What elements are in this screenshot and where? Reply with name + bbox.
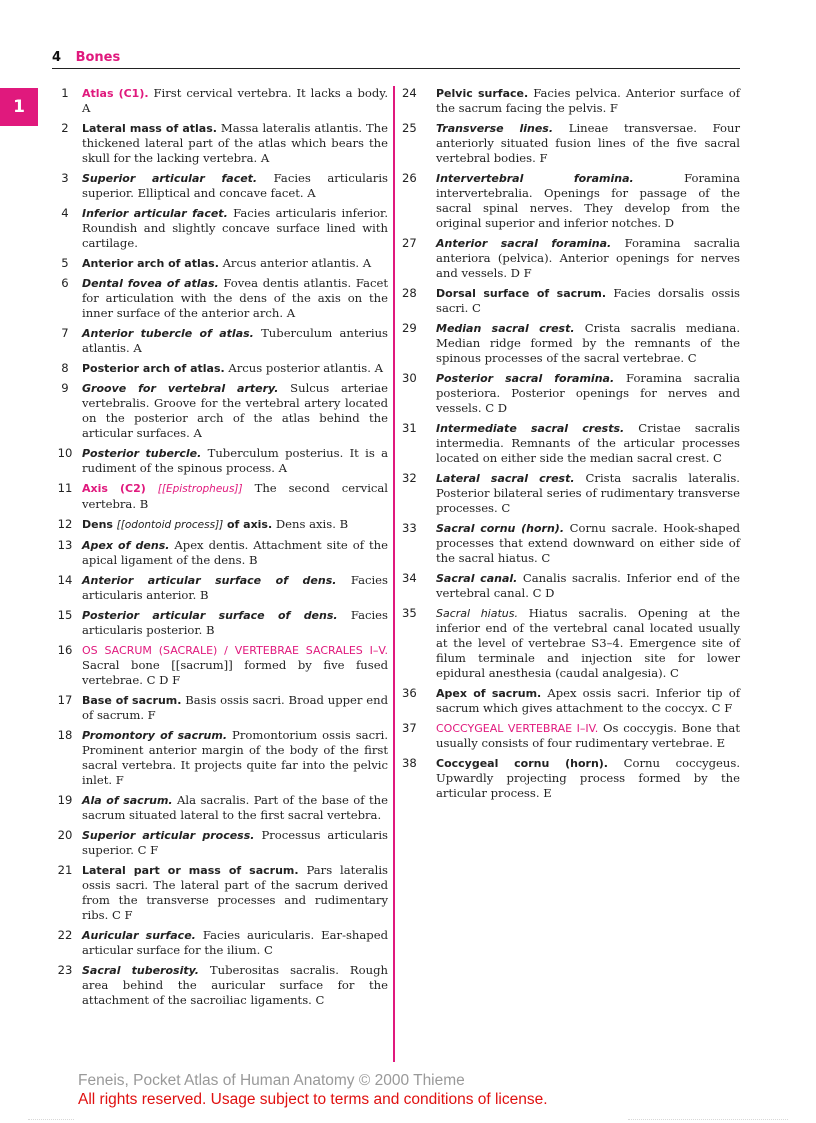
entry-text [436, 686, 740, 716]
entry-text [82, 517, 388, 533]
entry-description: Hiatus sacralis. Opening at the inferior end of the vertebral canal located usually at the level of vertebrae S3–4. Emergence site of filum terminale and injection site for lower epidural anesthesia (caudal analgesia). C [436, 606, 741, 680]
entry-number: 17 [57, 693, 73, 707]
copyright-line: Feneis, Pocket Atlas of Human Anatomy © 2000 Thieme [78, 1072, 465, 1089]
list-item [48, 693, 388, 723]
entry-term: Lateral sacral crest. [436, 472, 575, 485]
entry-term: Posterior articular surface of dens. [82, 609, 338, 622]
entry-number: 22 [57, 928, 73, 942]
entry-term: Intermediate sacral crests. [436, 422, 625, 435]
entry-text [82, 326, 388, 356]
chapter-tab-label: 1 [13, 97, 25, 117]
entry-text [436, 606, 740, 681]
entry-synonym: [[Epistropheus]] [157, 483, 243, 495]
entry-description: Cristae sacralis intermedia. Remnants of the articular processes located on either side the median sacral crest. C [436, 421, 741, 465]
entry-description: Cornu sacrale. Hook-shaped processes that extend downward on either side of the sacral hiatus. C [436, 521, 741, 565]
entry-number: 13 [57, 538, 73, 552]
entry-term: Coccygeal cornu (horn). [436, 757, 608, 770]
entry-term: Superior articular process. [82, 829, 255, 842]
entry-text [436, 421, 740, 466]
entry-number: 11 [57, 481, 73, 495]
entry-number: 3 [61, 171, 69, 185]
list-item [48, 171, 388, 201]
list-item [48, 517, 388, 533]
entry-term: Sacral hiatus. [436, 607, 518, 620]
entry-description: Basis ossis sacri. Broad upper end of sacrum. F [82, 693, 388, 722]
list-item [48, 928, 388, 958]
entry-term: Anterior tubercle of atlas. [82, 327, 254, 340]
entry-description: Cornu coccygeus. Upwardly projecting process formed by the articular process. E [436, 756, 741, 800]
section-title: Bones [75, 50, 121, 65]
entry-description: Facies dorsalis ossis sacri. C [436, 286, 741, 315]
entry-description: Facies articularis anterior. B [82, 573, 388, 602]
entry-description: Ala sacralis. Part of the base of the sacrum situated lateral to the first sacral vertebra. [82, 793, 388, 822]
entry-description: Apex dentis. Attachment site of the apical ligament of the dens. B [82, 538, 388, 567]
entry-text [82, 963, 388, 1008]
list-item [48, 538, 388, 568]
list-item [48, 481, 388, 512]
entry-term: Sacral cornu (horn). [436, 522, 564, 535]
entry-description: Crista sacralis mediana. Median ridge formed by the remnants of the spinous processes of the sacral vertebrae. C [436, 321, 741, 365]
entry-number: 20 [57, 828, 73, 842]
entry-synonym: [[odontoid process]] [116, 519, 224, 531]
entry-description: Fovea dentis atlantis. Facet for articulation with the dens of the axis on the inner surface of the anterior arch. A [82, 276, 389, 320]
entry-description: Tuberculum anterius atlantis. A [82, 326, 389, 355]
list-item [400, 236, 740, 281]
list-item [48, 643, 388, 688]
entry-text [436, 721, 740, 751]
entry-number: 16 [57, 643, 73, 657]
entry-term: Base of sacrum. [82, 694, 182, 707]
entry-description: The second cervical vertebra. B [82, 481, 389, 511]
entry-text [436, 471, 740, 516]
entry-text [82, 643, 388, 688]
entry-description: Tuberositas sacralis. Rough area behind the auricular surface for the attachment of the sacroiliac ligaments. C [82, 963, 388, 1007]
entry-text [82, 381, 388, 441]
list-item [400, 171, 740, 231]
entry-number: 27 [402, 236, 417, 250]
entry-number: 25 [402, 121, 417, 135]
entry-description: Canalis sacralis. Inferior end of the vertebral canal. C D [436, 571, 741, 600]
entry-text [436, 371, 740, 416]
entry-term: Posterior tubercle. [82, 447, 202, 460]
entry-number: 33 [402, 521, 417, 535]
entry-term: Auricular surface. [82, 929, 196, 942]
list-item [400, 756, 740, 801]
list-item [400, 86, 740, 116]
list-item [400, 606, 740, 681]
footer-dots-right [628, 1119, 788, 1120]
entry-number: 28 [402, 286, 417, 300]
list-item [48, 828, 388, 858]
entry-number: 10 [57, 446, 73, 460]
entry-term: Atlas (C1). [82, 87, 149, 100]
entry-text [82, 608, 388, 638]
entry-description: Tuberculum posterius. It is a rudiment of the spinous process. A [82, 446, 389, 475]
list-item [400, 121, 740, 166]
entry-number: 2 [61, 121, 69, 135]
entry-text [82, 256, 388, 271]
entry-term: Lateral part or mass of sacrum. [82, 864, 299, 877]
list-item [400, 286, 740, 316]
entry-description: Massa lateralis atlantis. The thickened lateral part of the atlas which bears the skull for the lacking vertebra. A [82, 121, 389, 165]
license-line: All rights reserved. Usage subject to terms and conditions of license. [78, 1091, 548, 1108]
entry-text [436, 571, 740, 601]
entry-text [436, 171, 740, 231]
entry-description: Foramina sacralia posteriora. Posterior openings for nerves and vessels. C D [436, 371, 740, 415]
entry-description: First cervical vertebra. It lacks a body. A [82, 86, 388, 115]
entry-term: Posterior sacral foramina. [436, 372, 615, 385]
page-header [52, 50, 740, 69]
entry-text [82, 206, 388, 251]
list-item [400, 371, 740, 416]
entry-term: Dens [82, 518, 113, 531]
entry-term: Superior articular facet. [82, 172, 258, 185]
entry-text [82, 171, 388, 201]
entry-description: Lineae transversae. Four anteriorly situated fusion lines of the five sacral vertebral bodies. F [436, 121, 740, 165]
list-item [400, 686, 740, 716]
entry-term: Posterior arch of atlas. [82, 362, 225, 375]
entry-text [82, 863, 388, 923]
entry-description: Processus articularis superior. C F [82, 828, 389, 857]
entry-number: 26 [402, 171, 417, 185]
list-item [48, 276, 388, 321]
entry-term: Lateral mass of atlas. [82, 122, 217, 135]
entry-description: Apex ossis sacri. Inferior tip of sacrum which gives attachment to the coccyx. C F [436, 686, 740, 715]
list-item [48, 361, 388, 376]
entry-text [436, 86, 740, 116]
entry-description: Facies articularis superior. Elliptical and concave facet. A [82, 171, 388, 200]
entry-number: 18 [57, 728, 73, 742]
entry-term: Promontory of sacrum. [82, 729, 228, 742]
column-divider [393, 86, 395, 1062]
entry-text [82, 86, 388, 116]
entry-term: Ala of sacrum. [82, 794, 173, 807]
entry-term-suffix: of axis. [226, 518, 273, 531]
entry-term: Median sacral crest. [436, 322, 575, 335]
list-item [48, 446, 388, 476]
entry-text [82, 928, 388, 958]
list-item [48, 121, 388, 166]
entry-description: Sulcus arteriae vertebralis. Groove for the vertebral artery located on the posterior arch of the atlas behind the articular surfaces. A [82, 381, 388, 440]
entry-number: 38 [402, 756, 417, 770]
entry-term: Dental fovea of atlas. [82, 277, 219, 290]
entry-description: Arcus posterior atlantis. A [228, 361, 383, 375]
entry-text [82, 573, 388, 603]
list-item [48, 256, 388, 271]
entry-text [82, 481, 388, 512]
entry-term: Groove for vertebral artery. [82, 382, 279, 395]
list-item [400, 421, 740, 466]
entry-term: Axis (C2) [82, 482, 146, 495]
entry-term: COCCYGEAL VERTEBRAE I–IV. [436, 722, 599, 735]
chapter-tab [0, 88, 38, 126]
entry-text [82, 276, 388, 321]
entry-term: Inferior articular facet. [82, 207, 228, 220]
entry-description: Sacral bone [[sacrum]] formed by five fused vertebrae. C D F [82, 658, 388, 687]
right-column [400, 86, 740, 806]
list-item [400, 471, 740, 516]
entry-description: Facies pelvica. Anterior surface of the sacrum facing the pelvis. F [436, 86, 741, 115]
entry-number: 19 [57, 793, 73, 807]
left-column [48, 86, 388, 1013]
entry-term: Intervertebral foramina. [436, 172, 634, 185]
entry-text [436, 756, 740, 801]
entry-number: 4 [61, 206, 69, 220]
entry-number: 21 [57, 863, 73, 877]
entry-term: Pelvic surface. [436, 87, 529, 100]
entry-text [82, 446, 388, 476]
entry-description: Foramina intervertebralia. Openings for passage of the sacral spinal nerves. They develop from the original superior and inferior notches. D [436, 171, 740, 230]
entry-number: 31 [402, 421, 417, 435]
list-item [400, 571, 740, 601]
list-item [48, 86, 388, 116]
entry-number: 5 [61, 256, 69, 270]
entry-text [82, 361, 388, 376]
entry-text [436, 321, 740, 366]
entry-term: Transverse lines. [436, 122, 554, 135]
entry-number: 15 [57, 608, 73, 622]
entry-term: Anterior sacral foramina. [436, 237, 612, 250]
entry-term: Sacral tuberosity. [82, 964, 199, 977]
entry-description: Promontorium ossis sacri. Prominent anterior margin of the body of the first sacral vertebra. It projects quite far into the pelvic inlet. F [82, 728, 388, 787]
entry-text [82, 121, 388, 166]
list-item [48, 728, 388, 788]
entry-description: Arcus anterior atlantis. A [222, 256, 372, 270]
entry-term: Sacral canal. [436, 572, 518, 585]
list-item [48, 608, 388, 638]
entry-number: 8 [61, 361, 69, 375]
list-item [48, 206, 388, 251]
entry-description: Facies articularis inferior. Roundish and slightly concave surface lined with cartilage. [82, 206, 389, 250]
entry-number: 14 [57, 573, 73, 587]
list-item [48, 793, 388, 823]
entry-number: 12 [57, 517, 73, 531]
entry-text [436, 521, 740, 566]
entry-number: 36 [402, 686, 417, 700]
entry-description: Facies articularis posterior. B [82, 608, 388, 637]
entry-text [82, 693, 388, 723]
entry-number: 1 [61, 86, 69, 100]
entry-term: Anterior arch of atlas. [82, 257, 219, 270]
entry-description: Crista sacralis lateralis. Posterior bilateral series of rudimentary transverse processes. C [436, 471, 740, 515]
list-item [400, 321, 740, 366]
entry-description: Pars lateralis ossis sacri. The lateral part of the sacrum derived from the transverse processes and rudimentary ribs. C F [82, 863, 388, 922]
copyright-footer [78, 1071, 548, 1109]
entry-number: 37 [402, 721, 417, 735]
entry-term: Apex of dens. [82, 539, 170, 552]
entry-text [436, 236, 740, 281]
entry-number: 30 [402, 371, 417, 385]
entry-number: 23 [57, 963, 73, 977]
entry-description: Foramina sacralia anteriora (pelvica). Anterior openings for nerves and vessels. D F [436, 236, 740, 280]
entry-text [82, 538, 388, 568]
entry-term: Anterior articular surface of dens. [82, 574, 337, 587]
entry-term: Dorsal surface of sacrum. [436, 287, 607, 300]
list-item [48, 963, 388, 1008]
entry-number: 29 [402, 321, 417, 335]
entry-number: 24 [402, 86, 417, 100]
entry-description: Os coccygis. Bone that usually consists of four rudimentary vertebrae. E [436, 721, 740, 750]
footer-dots-left [28, 1119, 74, 1120]
list-item [48, 326, 388, 356]
entry-text [82, 793, 388, 823]
entry-description: Dens axis. B [275, 517, 349, 531]
entry-number: 6 [61, 276, 69, 290]
entry-number: 9 [61, 381, 69, 395]
list-item [400, 521, 740, 566]
entry-term: OS SACRUM (SACRALE) / VERTEBRAE SACRALES I–V. [82, 644, 388, 657]
page-number: 4 [52, 50, 62, 65]
list-item [400, 721, 740, 751]
entry-number: 32 [402, 471, 417, 485]
entry-number: 7 [61, 326, 69, 340]
entry-text [82, 828, 388, 858]
entry-text [82, 728, 388, 788]
entry-text [436, 286, 740, 316]
list-item [48, 573, 388, 603]
entry-description: Facies auricularis. Ear-shaped articular surface for the ilium. C [82, 928, 389, 957]
entry-term: Apex of sacrum. [436, 687, 542, 700]
entry-text [436, 121, 740, 166]
entry-number: 34 [402, 571, 417, 585]
entry-number: 35 [402, 606, 417, 620]
list-item [48, 863, 388, 923]
list-item [48, 381, 388, 441]
